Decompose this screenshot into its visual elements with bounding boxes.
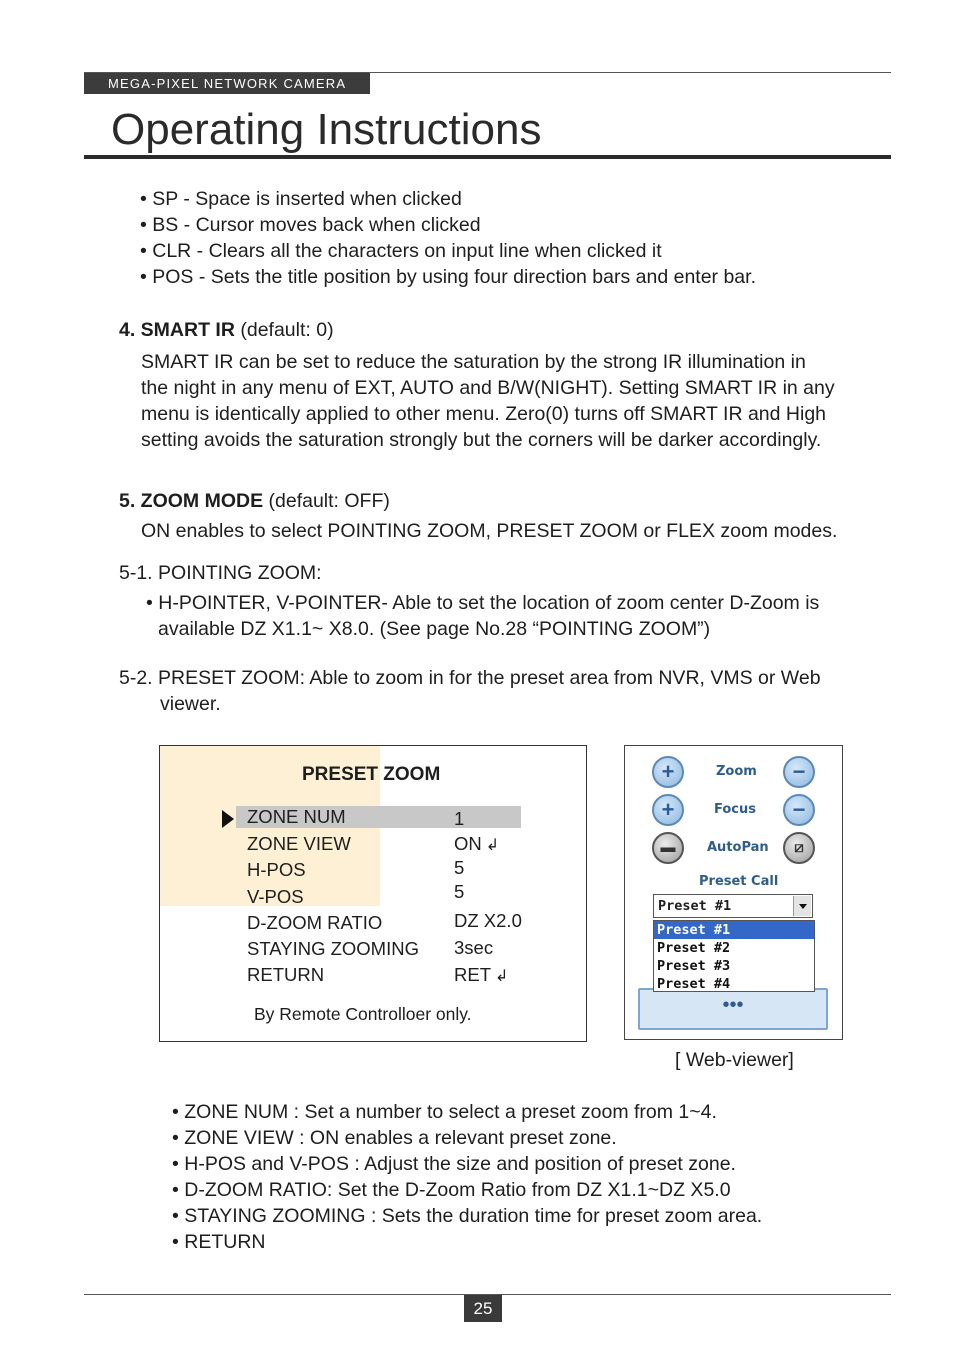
- osd-label-v-pos: V-POS: [247, 886, 304, 907]
- focus-label: Focus: [714, 802, 756, 817]
- web-viewer-caption: [ Web-viewer]: [675, 1049, 794, 1071]
- smart-ir-line: the night in any menu of EXT, AUTO and B/W(NIGHT). Setting SMART IR in any: [141, 377, 835, 399]
- osd-value-zone-view: [454, 833, 499, 857]
- osd-preset-zoom-menu: [159, 745, 587, 1042]
- osd-value-zone-num: 1: [454, 808, 465, 829]
- preset-option[interactable]: Preset #1: [654, 921, 814, 939]
- zoom-mode-line: ON enables to select POINTING ZOOM, PRESET ZOOM or FLEX zoom modes.: [141, 520, 838, 542]
- osd-value-h-pos: 5: [454, 857, 465, 878]
- zoom-mode-default: (default: OFF): [268, 490, 390, 512]
- osd-note: By Remote Controlloer only.: [254, 1004, 472, 1024]
- zoom-label: Zoom: [716, 764, 757, 779]
- enter-icon: ↲: [485, 837, 500, 854]
- smart-ir-line: menu is identically applied to other menu. Zero(0) turns off SMART IR and High: [141, 403, 827, 425]
- smart-ir-line: setting avoids the saturation strongly but the corners will be darker accordingly.: [141, 429, 822, 451]
- preset-zoom-line: 5-2. PRESET ZOOM: Able to zoom in for the preset area from NVR, VMS or Web: [119, 667, 821, 689]
- preset-zoom-line: viewer.: [160, 693, 221, 715]
- page-number: 25: [464, 1295, 502, 1322]
- cursor-arrow-icon: [222, 810, 234, 828]
- zoom-out-icon[interactable]: −: [783, 756, 815, 788]
- header-tab: MEGA-PIXEL NETWORK CAMERA: [84, 73, 370, 94]
- bullet-staying-zooming: • STAYING ZOOMING : Sets the duration time for preset zoom area.: [172, 1205, 763, 1227]
- pointing-zoom-line: available DZ X1.1~ X8.0. (See page No.28 “POINTING ZOOM”): [158, 618, 711, 640]
- preset-option[interactable]: Preset #3: [657, 958, 731, 974]
- autopan-label: AutoPan: [707, 840, 769, 855]
- osd-value-d-zoom-ratio: DZ X2.0: [454, 910, 522, 931]
- bullet-sp: • SP - Space is inserted when clicked: [140, 188, 462, 210]
- osd-menu-title: PRESET ZOOM: [302, 764, 441, 785]
- preset-call-label: Preset Call: [699, 874, 779, 889]
- osd-label-zone-view: ZONE VIEW: [247, 833, 351, 854]
- zoom-mode-heading: [119, 488, 390, 514]
- bullet-bs: • BS - Cursor moves back when clicked: [140, 214, 481, 236]
- bullet-h-v-pos: • H-POS and V-POS : Adjust the size and position of preset zone.: [172, 1153, 736, 1175]
- smart-ir-line: SMART IR can be set to reduce the saturation by the strong IR illumination in: [141, 351, 806, 373]
- focus-near-icon[interactable]: +: [652, 794, 684, 826]
- bullet-zone-view: • ZONE VIEW : ON enables a relevant preset zone.: [172, 1127, 617, 1149]
- preset-select[interactable]: [653, 894, 813, 918]
- bullet-return: • RETURN: [172, 1231, 266, 1253]
- bullet-d-zoom-ratio: • D-ZOOM RATIO: Set the D-Zoom Ratio from DZ X1.1~DZ X5.0: [172, 1179, 731, 1201]
- preset-option[interactable]: Preset #4: [657, 976, 731, 992]
- osd-label-h-pos: H-POS: [247, 859, 306, 880]
- osd-value-v-pos: 5: [454, 881, 465, 902]
- title-rule: [84, 155, 891, 159]
- chevron-down-icon[interactable]: [793, 896, 811, 916]
- osd-label-staying-zooming: STAYING ZOOMING: [247, 938, 419, 959]
- page-title: Operating Instructions: [111, 105, 542, 154]
- osd-value-staying-zooming: 3sec: [454, 937, 494, 958]
- web-viewer-panel: [624, 745, 843, 1040]
- bullet-pos: • POS - Sets the title position by using four direction bars and enter bar.: [140, 266, 756, 288]
- pointing-zoom-line: • H-POINTER, V-POINTER- Able to set the location of zoom center D-Zoom is: [146, 592, 820, 614]
- osd-value-return-text: RET: [454, 964, 491, 985]
- osd-value-zone-view-text: ON: [454, 833, 482, 854]
- focus-far-icon[interactable]: −: [783, 794, 815, 826]
- web-viewer-bottom-panel: [638, 988, 828, 1030]
- smart-ir-title: 4. SMART IR: [119, 319, 235, 341]
- preset-dropdown-list: [653, 920, 815, 992]
- pointing-zoom-heading: 5-1. POINTING ZOOM:: [119, 562, 322, 584]
- preset-select-value: Preset #1: [658, 898, 732, 914]
- bullet-clr: • CLR - Clears all the characters on input line when clicked it: [140, 240, 662, 262]
- enter-icon: ↲: [495, 968, 509, 985]
- osd-value-return: [454, 964, 508, 988]
- osd-label-d-zoom-ratio: D-ZOOM RATIO: [247, 912, 383, 933]
- bullet-zone-num: • ZONE NUM : Set a number to select a preset zoom from 1~4.: [172, 1101, 717, 1123]
- osd-label-return: RETURN: [247, 964, 325, 985]
- zoom-mode-title: 5. ZOOM MODE: [119, 490, 264, 512]
- zoom-in-icon[interactable]: +: [652, 756, 684, 788]
- smart-ir-default: (default: 0): [240, 319, 334, 341]
- preset-option[interactable]: Preset #2: [657, 940, 731, 956]
- more-icon[interactable]: •••: [722, 994, 744, 1016]
- osd-label-zone-num: ZONE NUM: [247, 806, 346, 827]
- smart-ir-heading: [119, 317, 334, 343]
- autopan-stop-icon[interactable]: ⧄: [783, 832, 815, 864]
- autopan-start-icon[interactable]: ▬: [652, 832, 684, 864]
